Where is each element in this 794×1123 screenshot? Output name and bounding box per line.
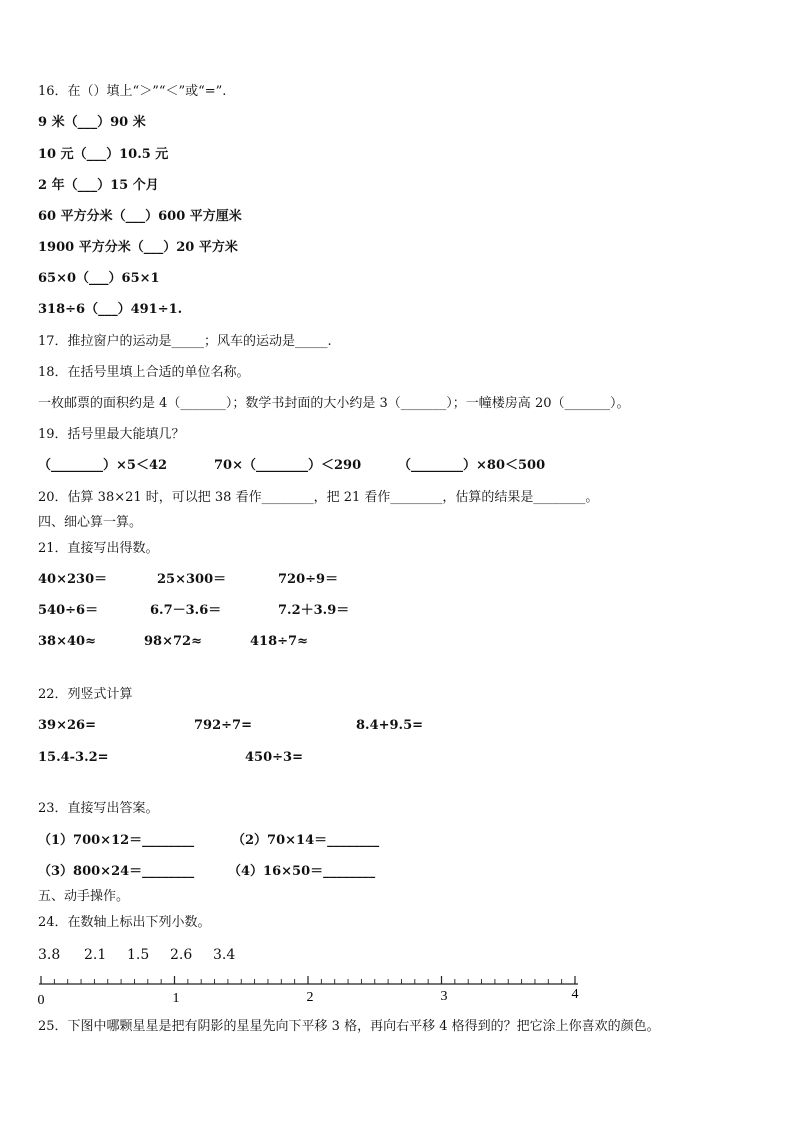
q23-r1-c1: （1）700×12＝________ [38,833,195,848]
q21-r2-c1: 540÷6＝ [38,603,99,618]
q22-r2-c1: 15.4-3.2= [38,750,109,765]
q23-r1-c2: （2）70×14＝________ [232,833,380,848]
q21-r1-c3: 720÷9＝ [278,572,339,587]
q21-title: 21．直接写出得数。 [38,541,159,556]
q16-item-2: 10 元（___）10.5 元 [38,147,169,162]
q22-r1-c2: 792÷7= [194,718,252,733]
q23-r2-c2: （4）16×50＝________ [228,864,376,879]
q16-item-3: 2 年（___）15 个月 [38,178,159,193]
q18-title: 18．在括号里填上合适的单位名称。 [38,365,250,380]
q24-decimal-1: 3.8 [38,947,61,963]
q20-text: 20．估算 38×21 时，可以把 38 看作________，把 21 看作________，估算的结果是________。 [38,490,599,505]
q19-item-2: 70×（________）＜290 [214,458,362,473]
axis-label-2: 2 [306,990,314,1005]
q25-text: 25．下图中哪颗星星是把有阴影的星星先向下平移 3 格，再向右平移 4 格得到的？把它涂上你喜欢的颜色。 [38,1019,660,1034]
q24-decimal-5: 3.4 [213,947,236,963]
q16-item-6: 65×0（___）65×1 [38,271,160,286]
q24-decimal-3: 1.5 [127,947,150,963]
axis-label-3: 3 [440,989,448,1004]
q21-r2-c3: 7.2＋3.9＝ [278,603,350,618]
q21-r3-c3: 418÷7≈ [250,634,308,649]
q22-r2-c2: 450÷3= [245,750,303,765]
q21-r3-c1: 38×40≈ [38,634,96,649]
q16-item-1: 9 米（___）90 米 [38,115,146,130]
axis-label-0: 0 [37,993,45,1008]
q19-title: 19．括号里最大能填几？ [38,427,185,442]
q24-decimal-4: 2.6 [170,947,193,963]
q24-decimal-2: 2.1 [84,947,107,963]
q22-r1-c3: 8.4+9.5= [356,718,424,733]
q19-item-3: （________）×80＜500 [398,458,546,473]
q23-title: 23．直接写出答案。 [38,801,159,816]
q24-title: 24．在数轴上标出下列小数。 [38,915,211,930]
q16-item-7: 318÷6（___）491÷1. [38,302,183,317]
q21-r2-c2: 6.7－3.6＝ [150,603,222,618]
axis-label-1: 1 [172,991,180,1006]
q22-r1-c1: 39×26= [38,718,96,733]
q16-title: 16．在（）填上“＞”“＜”或“=”. [38,84,227,99]
number-line [34,970,594,1010]
axis-label-4: 4 [571,987,579,1002]
section4-title: 四、细心算一算。 [38,515,143,530]
q23-r2-c1: （3）800×24＝________ [38,864,195,879]
q18-text: 一枚邮票的面积约是 4（_______）；数学书封面的大小约是 3（_______）；一幢楼房高 20（_______）。 [38,396,630,411]
q22-title: 22．列竖式计算 [38,687,133,702]
q16-item-5: 1900 平方分米（___）20 平方米 [38,240,238,255]
q17-text: 17．推拉窗户的运动是_____；风车的运动是_____. [38,334,332,349]
q21-r1-c2: 25×300＝ [157,572,227,587]
q21-r1-c1: 40×230＝ [38,572,108,587]
section5-title: 五、动手操作。 [38,889,130,904]
q16-item-4: 60 平方分米（___）600 平方厘米 [38,209,242,224]
q19-item-1: （________）×5＜42 [38,458,168,473]
q21-r3-c2: 98×72≈ [144,634,202,649]
